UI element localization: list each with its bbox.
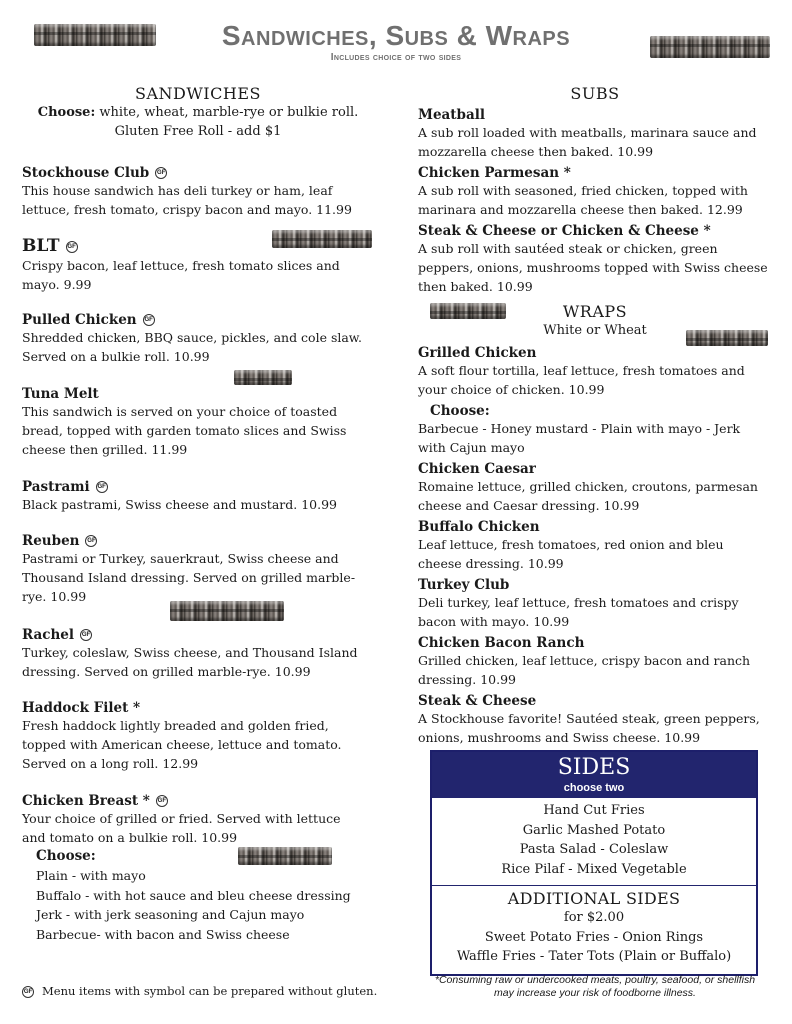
item-name: Grilled Chicken bbox=[418, 345, 537, 361]
menu-item bbox=[22, 476, 367, 514]
gluten-free-note-text: Menu items with symbol can be prepared without gluten. bbox=[42, 984, 378, 998]
menu-item bbox=[418, 690, 770, 747]
list-item: Hand Cut Fries bbox=[543, 803, 645, 818]
item-description: A sub roll with sautéed steak or chicken, green peppers, onions, mushrooms topped with Swiss cheese then baked. 10.99 bbox=[418, 241, 768, 294]
food-safety-disclaimer: *Consuming raw or undercooked meats, poultry, seafood, or shellfish may increase your risk of foodborne illness. bbox=[434, 974, 756, 999]
menu-item bbox=[418, 342, 770, 399]
list-item: Plain - with mayo bbox=[36, 868, 146, 883]
list-item: Jerk - with jerk seasoning and Cajun mayo bbox=[36, 907, 305, 922]
item-name: Chicken Bacon Ranch bbox=[418, 635, 585, 651]
bread-choice bbox=[22, 104, 374, 122]
item-name: Reuben bbox=[22, 533, 80, 549]
item-description: Fresh haddock lightly breaded and golden fried, topped with American cheese, lettuce and tomato. Served on a long roll. 12.99 bbox=[22, 718, 342, 771]
gluten-free-icon: GF bbox=[66, 241, 78, 253]
item-name: Buffalo Chicken bbox=[418, 519, 540, 535]
item-name: Tuna Melt bbox=[22, 386, 99, 402]
additional-sides-price: for $2.00 bbox=[563, 910, 625, 925]
list-item: Waffle Fries - Tater Tots (Plain or Buffalo) bbox=[456, 949, 732, 964]
wrap-choose-options: Barbecue - Honey mustard - Plain with mayo - Jerk with Cajun mayo bbox=[418, 421, 741, 455]
chicken-options bbox=[36, 848, 366, 944]
list-item: Sweet Potato Fries - Onion Rings bbox=[484, 929, 704, 945]
item-description: Turkey, coleslaw, Swiss cheese, and Thousand Island dressing. Served on grilled marble-rye. 10.99 bbox=[22, 645, 358, 679]
item-description: Your choice of grilled or fried. Served with lettuce and tomato on a bulkie roll. 10.99 bbox=[22, 811, 341, 845]
menu-item bbox=[22, 624, 367, 681]
menu-item bbox=[22, 309, 367, 366]
page-title: Sandwiches, Subs & Wraps bbox=[221, 20, 571, 51]
item-name: BLT bbox=[22, 236, 60, 256]
menu-item bbox=[418, 162, 770, 219]
item-description: Shredded chicken, BBQ sauce, pickles, and cole slaw. Served on a bulkie roll. 10.99 bbox=[22, 330, 362, 364]
item-description: This sandwich is served on your choice of toasted bread, topped with garden tomato slices and Swiss cheese then grilled. 11.99 bbox=[22, 404, 347, 457]
list-item: Rice Pilaf - Mixed Vegetable bbox=[501, 861, 687, 877]
item-description: A sub roll loaded with meatballs, marinara sauce and mozzarella cheese then baked. 10.99 bbox=[418, 125, 757, 159]
list-item: Buffalo - with hot sauce and bleu cheese dressing bbox=[36, 887, 351, 903]
item-description: Romaine lettuce, grilled chicken, croutons, parmesan cheese and Caesar dressing. 10.99 bbox=[418, 479, 758, 513]
item-description: Leaf lettuce, fresh tomatoes, red onion and bleu cheese dressing. 10.99 bbox=[418, 537, 724, 571]
wrap-choose-label: Choose: bbox=[430, 403, 490, 419]
item-description: A Stockhouse favorite! Sautéed steak, green peppers, onions, mushrooms and Swiss cheese. 10.99 bbox=[418, 711, 760, 745]
item-description: This house sandwich has deli turkey or ham, leaf lettuce, fresh tomato, crispy bacon and mayo. 11.99 bbox=[22, 183, 352, 217]
sides-subtitle: choose two bbox=[563, 782, 625, 794]
gluten-free-note bbox=[22, 984, 377, 998]
item-description: A soft flour tortilla, leaf lettuce, fresh tomatoes and your choice of chicken. 10.99 bbox=[418, 363, 745, 397]
item-description: Grilled chicken, leaf lettuce, crispy bacon and ranch dressing. 10.99 bbox=[418, 653, 751, 687]
additional-sides-list bbox=[432, 908, 756, 967]
item-description: Black pastrami, Swiss cheese and mustard. 10.99 bbox=[22, 497, 337, 512]
gluten-free-icon: GF bbox=[96, 481, 108, 493]
bread-options: white, wheat, marble-rye or bulkie roll. bbox=[95, 105, 359, 120]
menu-item bbox=[22, 383, 367, 459]
item-name: Turkey Club bbox=[418, 577, 510, 593]
item-name: Meatball bbox=[418, 107, 485, 123]
gluten-free-icon: GF bbox=[80, 629, 92, 641]
list-item: Garlic Mashed Potato bbox=[522, 822, 666, 838]
item-description: Crispy bacon, leaf lettuce, fresh tomato slices and mayo. 9.99 bbox=[22, 258, 340, 292]
item-name: Rachel bbox=[22, 627, 75, 643]
gluten-free-icon: GF bbox=[85, 535, 97, 547]
gluten-free-icon: GF bbox=[143, 314, 155, 326]
item-name: Chicken Parmesan * bbox=[418, 165, 571, 181]
menu-item bbox=[22, 530, 367, 606]
bread-choose-label: Choose: bbox=[37, 105, 96, 120]
subs-heading: SUBS bbox=[570, 84, 620, 103]
sandwiches-heading: SANDWICHES bbox=[135, 84, 261, 103]
item-description: Pastrami or Turkey, sauerkraut, Swiss cheese and Thousand Island dressing. Served on grilled marble-rye. 10.99 bbox=[22, 551, 356, 604]
item-name: Pastrami bbox=[22, 479, 90, 495]
wood-decoration bbox=[430, 303, 506, 319]
menu-item bbox=[22, 162, 367, 219]
wraps-heading: WRAPS bbox=[562, 302, 628, 321]
gluten-free-roll: Gluten Free Roll - add $1 bbox=[114, 124, 282, 139]
gluten-free-icon: GF bbox=[155, 167, 167, 179]
gluten-free-icon: GF bbox=[22, 986, 34, 998]
page-subtitle: Includes choice of two sides bbox=[330, 52, 462, 63]
wood-decoration bbox=[170, 601, 284, 621]
item-name: Pulled Chicken bbox=[22, 312, 137, 328]
item-name: Haddock Filet * bbox=[22, 700, 141, 716]
sides-title: SIDES bbox=[557, 755, 631, 780]
menu-item bbox=[418, 458, 770, 515]
item-name: Chicken Caesar bbox=[418, 461, 536, 477]
menu-item bbox=[418, 632, 770, 689]
menu-item bbox=[418, 104, 770, 161]
menu-item bbox=[418, 516, 770, 573]
item-description: A sub roll with seasoned, fried chicken, topped with marinara and mozzarella cheese then baked. 12.99 bbox=[418, 183, 748, 217]
gluten-free-icon: GF bbox=[156, 795, 168, 807]
menu-item bbox=[418, 574, 770, 631]
sides-header bbox=[432, 752, 756, 798]
sides-list bbox=[432, 798, 756, 879]
item-name: Stockhouse Club bbox=[22, 165, 150, 181]
menu-item bbox=[418, 220, 770, 296]
list-item: Barbecue- with bacon and Swiss cheese bbox=[36, 926, 290, 942]
list-item: Pasta Salad - Coleslaw bbox=[519, 842, 669, 857]
item-name: Chicken Breast * bbox=[22, 793, 150, 809]
item-name: Steak & Cheese bbox=[418, 693, 537, 709]
menu-item bbox=[22, 790, 367, 847]
item-description: Deli turkey, leaf lettuce, fresh tomatoes and crispy bacon with mayo. 10.99 bbox=[418, 595, 739, 629]
menu-item bbox=[22, 236, 367, 294]
menu-item bbox=[22, 697, 367, 773]
sides-box bbox=[430, 750, 758, 976]
additional-sides-title: ADDITIONAL SIDES bbox=[507, 889, 681, 908]
chicken-choose-label: Choose: bbox=[36, 848, 96, 864]
wraps-subheading: White or Wheat bbox=[543, 323, 647, 338]
item-name: Steak & Cheese or Chicken & Cheese * bbox=[418, 223, 711, 239]
